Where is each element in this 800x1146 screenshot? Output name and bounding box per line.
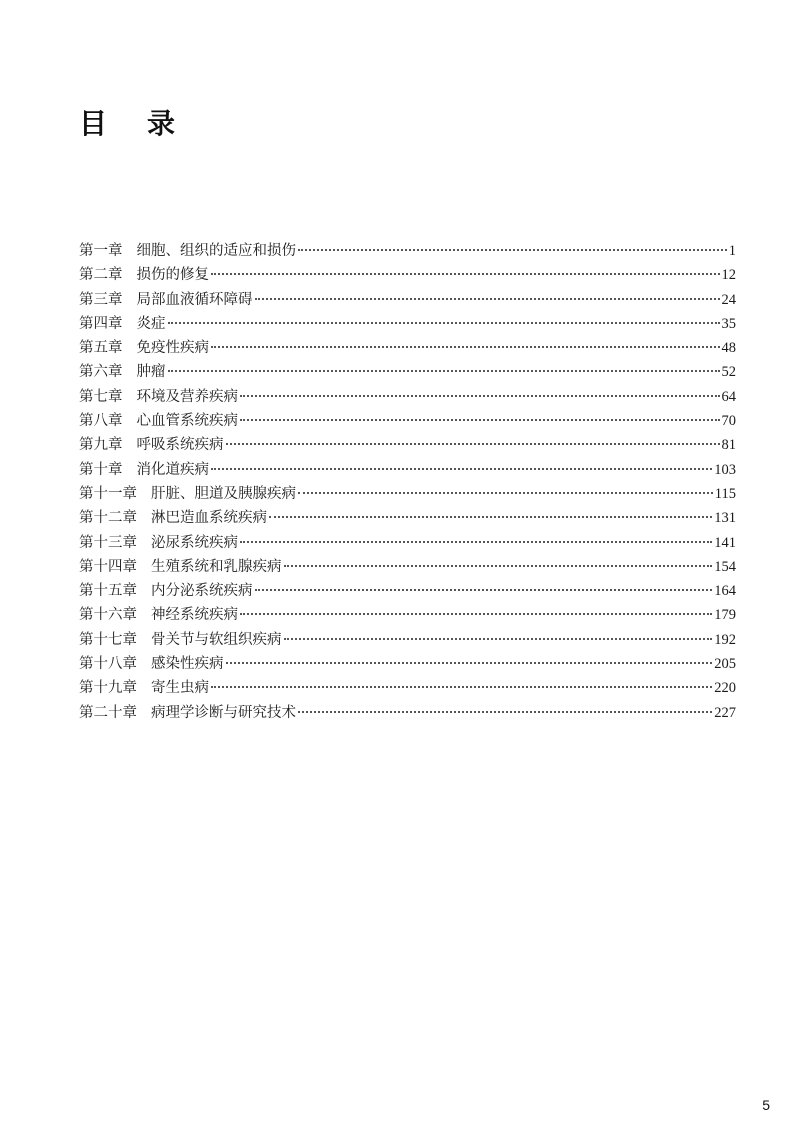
toc-page-number: 52 bbox=[721, 364, 736, 381]
toc-chapter-title: 炎症 bbox=[136, 315, 166, 332]
dot-leader bbox=[284, 637, 713, 640]
toc-chapter-number: 第十八章 bbox=[79, 656, 137, 673]
dot-leader bbox=[298, 248, 727, 251]
toc-chapter-number: 第六章 bbox=[79, 364, 123, 381]
dot-leader bbox=[284, 564, 713, 567]
toc-row[interactable] bbox=[79, 482, 736, 506]
toc-chapter-number: 第四章 bbox=[79, 315, 123, 332]
toc-chapter-number: 第十二章 bbox=[79, 510, 137, 527]
toc-chapter-title: 病理学诊断与研究技术 bbox=[151, 704, 296, 721]
toc-row[interactable] bbox=[79, 360, 736, 384]
dot-leader bbox=[255, 588, 713, 591]
toc-row[interactable] bbox=[79, 676, 736, 700]
toc-chapter-number: 第十九章 bbox=[79, 680, 137, 697]
toc-row[interactable] bbox=[79, 531, 736, 555]
toc-chapter-number: 第九章 bbox=[79, 437, 123, 454]
toc-chapter-title: 细胞、组织的适应和损伤 bbox=[136, 243, 296, 259]
toc-chapter-number: 第五章 bbox=[79, 340, 123, 357]
toc-chapter-title: 感染性疾病 bbox=[151, 656, 224, 673]
toc-page-number: 115 bbox=[714, 485, 736, 502]
toc-chapter-number: 第八章 bbox=[79, 413, 123, 430]
dot-leader bbox=[226, 661, 713, 664]
toc-chapter-title: 寄生虫病 bbox=[151, 680, 209, 697]
dot-leader bbox=[240, 612, 712, 615]
toc-chapter-number: 第十七章 bbox=[79, 631, 137, 648]
toc-chapter-number: 第十六章 bbox=[79, 607, 137, 624]
toc-page-number: 35 bbox=[721, 315, 736, 332]
toc-row[interactable] bbox=[79, 312, 736, 336]
dot-leader bbox=[255, 297, 720, 300]
toc-page-number: 12 bbox=[721, 267, 736, 284]
toc-page-number: 227 bbox=[714, 704, 736, 721]
toc-page-number: 164 bbox=[714, 583, 736, 600]
dot-leader bbox=[168, 369, 720, 372]
toc-row[interactable] bbox=[79, 458, 736, 482]
toc-chapter-title: 呼吸系统疾病 bbox=[136, 437, 224, 454]
toc-page-number: 192 bbox=[714, 631, 736, 648]
dot-leader bbox=[211, 467, 712, 470]
toc-row[interactable] bbox=[79, 409, 736, 433]
toc-page-number: 24 bbox=[721, 291, 736, 308]
dot-leader bbox=[298, 710, 712, 713]
toc-row[interactable] bbox=[79, 288, 736, 312]
toc-page-number: 154 bbox=[714, 558, 736, 575]
dot-leader bbox=[240, 418, 720, 421]
toc-chapter-title: 肝脏、胆道及胰腺疾病 bbox=[151, 485, 296, 502]
toc-row[interactable] bbox=[79, 263, 736, 287]
dot-leader bbox=[240, 394, 720, 397]
toc-page-number: 103 bbox=[714, 461, 736, 478]
toc-chapter-title: 肿瘤 bbox=[136, 364, 166, 381]
toc-page-number: 179 bbox=[714, 607, 736, 624]
toc-chapter-number: 第十一章 bbox=[79, 485, 137, 502]
toc-chapter-number: 第十四章 bbox=[79, 558, 137, 575]
toc-page-number: 205 bbox=[714, 656, 736, 673]
page-title: 目录 bbox=[79, 107, 216, 140]
toc-chapter-number: 第七章 bbox=[79, 388, 123, 405]
dot-leader bbox=[168, 321, 720, 324]
dot-leader bbox=[211, 685, 712, 688]
toc-row[interactable] bbox=[79, 385, 736, 409]
toc-chapter-title: 淋巴造血系统疾病 bbox=[151, 510, 267, 527]
dot-leader bbox=[226, 442, 720, 445]
toc-row[interactable] bbox=[79, 701, 736, 725]
table-of-contents bbox=[79, 239, 736, 725]
toc-page-number: 81 bbox=[721, 437, 736, 454]
toc-row[interactable] bbox=[79, 336, 736, 360]
toc-chapter-title: 神经系统疾病 bbox=[151, 607, 238, 624]
toc-page-number: 131 bbox=[714, 510, 736, 527]
toc-row[interactable] bbox=[79, 555, 736, 579]
toc-row[interactable] bbox=[79, 628, 736, 652]
toc-row[interactable] bbox=[79, 579, 736, 603]
toc-chapter-title: 损伤的修复 bbox=[136, 267, 209, 284]
dot-leader bbox=[269, 515, 712, 518]
dot-leader bbox=[240, 540, 712, 543]
toc-chapter-number: 第十五章 bbox=[79, 583, 137, 600]
toc-chapter-title: 生殖系统和乳腺疾病 bbox=[151, 558, 282, 575]
toc-page-number: 70 bbox=[721, 413, 736, 430]
toc-page-number: 1 bbox=[728, 243, 736, 259]
toc-chapter-title: 心血管系统疾病 bbox=[136, 413, 238, 430]
toc-page-number: 141 bbox=[714, 534, 736, 551]
dot-leader bbox=[298, 491, 713, 494]
toc-chapter-title: 消化道疾病 bbox=[136, 461, 209, 478]
page-number: 5 bbox=[762, 1097, 770, 1113]
dot-leader bbox=[211, 345, 720, 348]
toc-row[interactable] bbox=[79, 239, 736, 263]
toc-chapter-title: 骨关节与软组织疾病 bbox=[151, 631, 282, 648]
toc-chapter-title: 免疫性疾病 bbox=[136, 340, 209, 357]
toc-chapter-number: 第十三章 bbox=[79, 534, 137, 551]
toc-page-number: 48 bbox=[721, 340, 736, 357]
dot-leader bbox=[211, 272, 720, 275]
toc-row[interactable] bbox=[79, 506, 736, 530]
toc-page-number: 220 bbox=[714, 680, 736, 697]
toc-row[interactable] bbox=[79, 652, 736, 676]
toc-row[interactable] bbox=[79, 433, 736, 457]
toc-chapter-number: 第二十章 bbox=[79, 704, 137, 721]
toc-chapter-title: 环境及营养疾病 bbox=[136, 388, 238, 405]
toc-chapter-number: 第十章 bbox=[79, 461, 123, 478]
toc-chapter-number: 第二章 bbox=[79, 267, 123, 284]
toc-chapter-number: 第一章 bbox=[79, 243, 123, 259]
toc-chapter-title: 内分泌系统疾病 bbox=[151, 583, 253, 600]
toc-chapter-title: 泌尿系统疾病 bbox=[151, 534, 238, 551]
toc-page-number: 64 bbox=[721, 388, 736, 405]
toc-row[interactable] bbox=[79, 603, 736, 627]
toc-chapter-number: 第三章 bbox=[79, 291, 123, 308]
toc-chapter-title: 局部血液循环障碍 bbox=[136, 291, 253, 308]
